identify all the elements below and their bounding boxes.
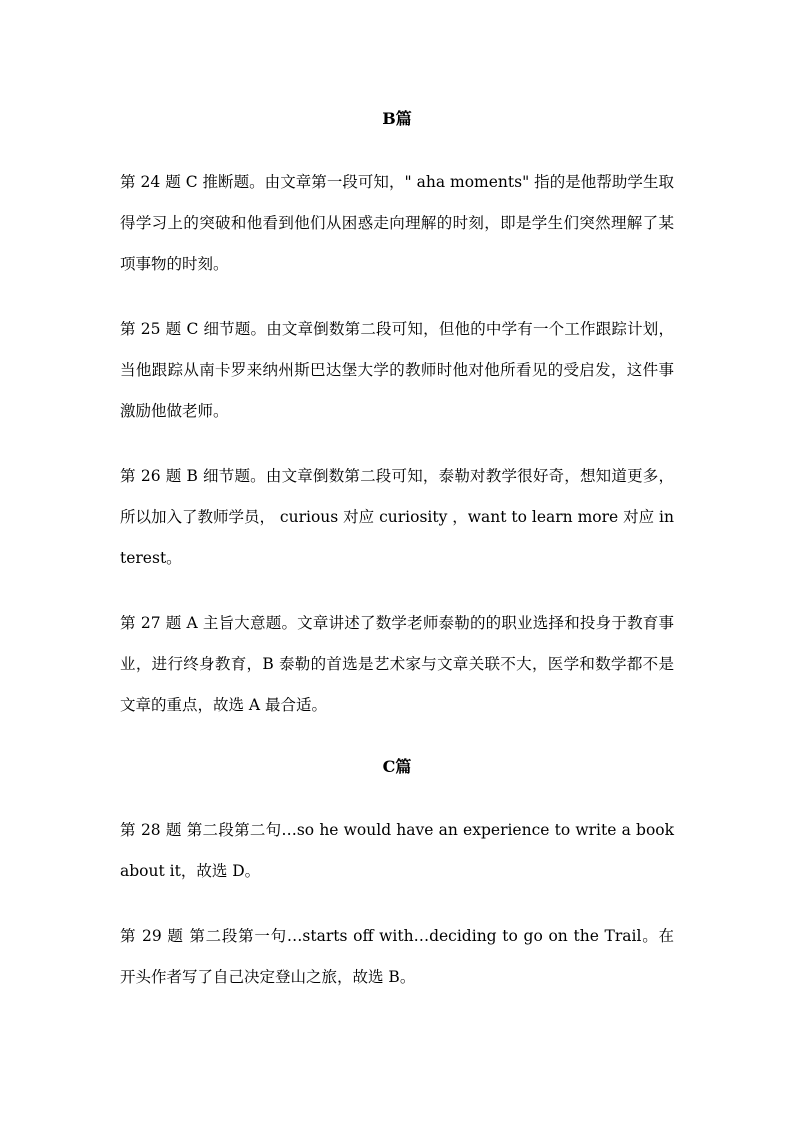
answer-29: 第 29 题 第二段第一句…starts off with…deciding to go on the Trail。在开头作者写了自己决定登山之旅，故选 B。: [120, 927, 674, 986]
answer-27: 第 27 题 A 主旨大意题。文章讲述了数学老师泰勒的的职业选择和投身于教育事业，进行终身教育，B 泰勒的首选是艺术家与文章关联不大，医学和数学都不是文章的重点，故选 A 最合适。: [120, 614, 674, 714]
section-b-title: B篇: [382, 109, 412, 128]
answer-24: 第 24 题 C 推断题。由文章第一段可知，" aha moments" 指的是他帮助学生取得学习上的突破和他看到他们从困惑走向理解的时刻，即是学生们突然理解了某项事物的时刻。: [120, 173, 674, 273]
answer-25: 第 25 题 C 细节题。由文章倒数第二段可知，但他的中学有一个工作跟踪计划，当他跟踪从南卡罗来纳州斯巴达堡大学的教师时他对他所看见的受启发，这件事激励他做老师。: [120, 320, 674, 420]
answer-28: 第 28 题 第二段第二句…so he would have an experience to write a book about it，故选 D。: [120, 821, 674, 880]
section-c-title: C篇: [382, 757, 412, 776]
answer-26: 第 26 题 B 细节题。由文章倒数第二段可知，泰勒对教学很好奇，想知道更多，所以加入了教师学员， curious 对应 curiosity ，want to learn more 对应 interest。: [120, 467, 674, 567]
